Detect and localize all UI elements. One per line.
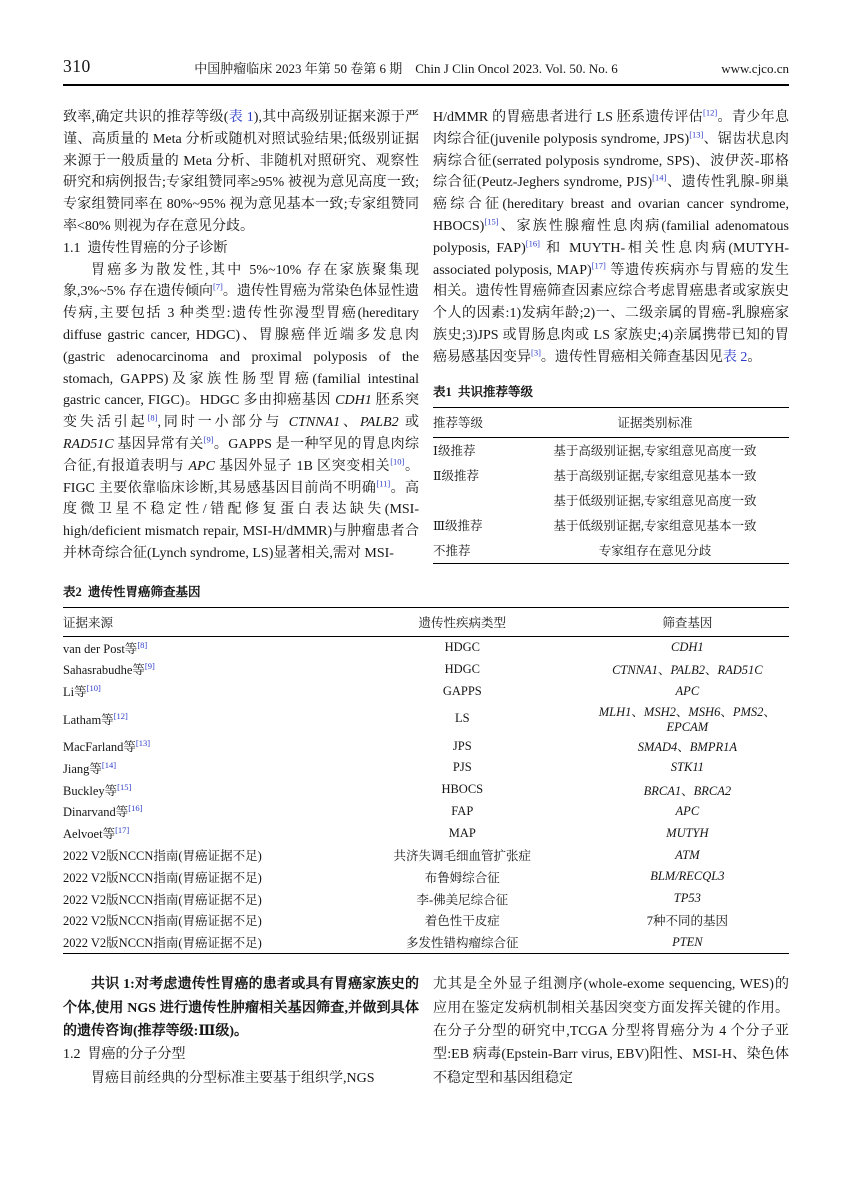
text-run: BMPR1A [689, 740, 737, 755]
table1-header [433, 407, 789, 437]
text-run: 基于高级别证据,专家组意见高度一致 [553, 444, 757, 459]
table-cell [63, 779, 339, 801]
text-run: APC [675, 803, 700, 818]
table-cell [586, 757, 789, 779]
text-run: 、 [704, 663, 718, 678]
text-run: 7种不同的基因 [646, 914, 728, 929]
table-cell [63, 801, 339, 823]
text-run: 致率,确定共识的推荐等级( [63, 110, 229, 125]
text-run: 2022 V2版NCCN指南(胃癌证据不足) [63, 936, 262, 951]
text-run: LS [454, 711, 470, 726]
table-cell [339, 735, 586, 757]
text-run: 2022 V2版NCCN指南(胃癌证据不足) [63, 892, 262, 907]
table-row [433, 437, 789, 463]
text-run: Ⅰ级推荐 [433, 444, 476, 459]
table-cell [63, 866, 339, 888]
text-run: Aelvoet等 [63, 827, 116, 842]
text-run: MSH2 [643, 705, 676, 720]
citation-ref[interactable]: [14] [652, 172, 667, 183]
text-run: Li等 [63, 685, 87, 700]
table2-title: 表2 遗传性胃癌筛查基因 [63, 584, 201, 599]
text-run: 2022 V2版NCCN指南(胃癌证据不足) [63, 849, 262, 863]
table-cell [433, 437, 521, 463]
table-row [433, 513, 789, 538]
text-run: 等遗传疾病亦与胃癌的发生相关。遗传性胃癌筛查因素应综合考虑胃癌患者或家族史个人的因素:1)发病年龄;2)一、二级亲属的胃癌-乳腺癌家族史;3)JPS 或胃肠息肉或 LS 家族史;4)亲属携带已知的胃癌易感基因变异 [433, 262, 790, 365]
table1-title: 表1 共识推荐等级 [433, 384, 534, 399]
text-run: PJS [452, 760, 472, 775]
text-run: 、 [675, 705, 689, 720]
section-heading-1-1: 1.1 遗传性胃癌的分子诊断 [63, 240, 228, 256]
table-cell [586, 931, 789, 953]
text-run: 李-佛美尼综合征 [416, 892, 509, 907]
text-run: 基于低级别证据,专家组意见高度一致 [553, 494, 757, 509]
table2-block [63, 582, 789, 954]
text-run: Buckley等 [63, 783, 118, 798]
table-header-row [433, 407, 789, 437]
table-row [433, 538, 789, 564]
text-run: 共济失调毛细血管扩张症 [393, 849, 532, 863]
table-row [63, 931, 789, 953]
text-run: 、 [720, 705, 733, 720]
table-row [63, 844, 789, 866]
citation-ref[interactable]: [16] [128, 803, 143, 814]
paragraph-wes-tcga: 尤其是全外显子组测序(whole-exome sequencing, WES)的应用在鉴定发病机制相关基因突变方面发挥关键的作用。在分子分型的研究中,TCGA 分型将胃癌分为 4 个分子亚型:EB 病毒(Epstein-Barr virus, EBV)阳性、MSI-H、染色体不稳定型和基因组稳定 [433, 977, 789, 1086]
right-column-top [433, 107, 789, 565]
table-row [63, 757, 789, 779]
table-cell [586, 702, 789, 735]
paragraph-hereditary-gastric-cancer [63, 260, 419, 565]
text-run: 基因异常有关 [113, 436, 204, 452]
text-run: ATM [675, 847, 700, 862]
text-run: Ⅱ级推荐 [433, 469, 479, 484]
text-run: Sahasrabudhe等 [63, 663, 145, 678]
table-row [63, 735, 789, 757]
text-run: JPS [452, 738, 472, 753]
text-run: MacFarland等 [63, 740, 136, 755]
column-header: 证据类别标准 [617, 416, 693, 431]
table-cell [339, 931, 586, 953]
text-run: ),其中高级别证据来源于严谨、高质量的 Meta 分析或随机对照试验结果;低级别证据来源于一般质量的 Meta 分析、非随机对照研究、观察性研究和病例报告;专家组赞同率≥95% 被视为意见高度一致;专家组赞同率在 80%~95% 视为意见基本一致;专家组赞同率<80% 则视为存在意见分歧。 [63, 110, 419, 234]
text-run: STK11 [670, 760, 704, 775]
table-cell [339, 844, 586, 866]
citation-ref[interactable]: [3] [531, 347, 541, 358]
text-run: 或 [398, 415, 420, 431]
text-run: SMAD4 [637, 740, 678, 755]
table-row [433, 488, 789, 513]
text-run: 、遗传性乳腺-卵巢癌综合征(hereditary breast and ovarian cancer syndrome, HBOCS) [433, 175, 789, 234]
table1-block [433, 382, 789, 564]
citation-ref[interactable]: [11] [376, 477, 391, 488]
citation-ref[interactable]: [10] [390, 456, 405, 467]
text-run: 着色性干皮症 [424, 914, 500, 929]
table-cell [521, 488, 789, 513]
table-cell [433, 463, 521, 488]
left-column-bottom [63, 973, 419, 1090]
table-cell [63, 822, 339, 844]
text-run: PALB2 [670, 663, 705, 678]
text-run: 。遗传性胃癌为常染色体显性遗传病,主要包括 3 种类型:遗传性弥漫型胃癌(hereditary diffuse gastric cancer, HDGC)、胃腺癌伴近端多发息肉(gastric adenocarcinoma and proximal polyposis of the stomach, GAPPS)及家族性肠型胃癌(familial intestinal gastric cancer, FIGC)。HDGC 多由抑癌基因 [63, 284, 419, 409]
table-ref-link[interactable]: 表 2 [722, 349, 748, 365]
left-column-top [63, 107, 419, 565]
table-cell [521, 437, 789, 463]
paragraph-molecular-typing-intro: 胃癌目前经典的分型标准主要基于组织学,NGS [91, 1070, 375, 1086]
table-cell [586, 822, 789, 844]
table-row [63, 888, 789, 910]
page-number: 310 [63, 56, 91, 76]
table-cell [586, 888, 789, 910]
text-run: MLH1 [598, 705, 632, 720]
table2-body [63, 636, 789, 953]
column-header: 证据来源 [63, 615, 114, 630]
text-run: 2022 V2版NCCN指南(胃癌证据不足) [63, 870, 262, 885]
text-run: MAP [448, 825, 476, 840]
citation-ref[interactable]: [9] [144, 661, 155, 672]
text-run: BRCA2 [693, 783, 732, 798]
text-run: ,同时一小部分与 [157, 415, 289, 431]
text-run: BRCA1 [643, 783, 682, 798]
citation-ref[interactable]: [8] [137, 639, 148, 650]
table-row [63, 680, 789, 702]
citation-ref[interactable]: [17] [591, 259, 606, 270]
text-run: CTNNA1 [288, 415, 341, 431]
table-cell [339, 636, 586, 658]
text-run: TP53 [673, 891, 701, 906]
table-cell [339, 801, 586, 823]
text-run: CDH1 [335, 393, 372, 409]
text-run: 基因外显子 1B 区突变相关 [214, 458, 391, 474]
text-run: 和 MUYTH-相关性息肉病(MUTYH-associated polyposis, MAP) [433, 240, 789, 278]
table-cell [586, 735, 789, 757]
table-cell [63, 735, 339, 757]
text-run: Jiang等 [63, 761, 102, 776]
paragraph-syndromes-screening [433, 107, 789, 369]
text-run: MUTYH [666, 825, 709, 840]
table-ref-link[interactable]: 表 1 [228, 110, 254, 125]
table-cell [63, 844, 339, 866]
table2-header [63, 607, 789, 636]
text-run: 、 [657, 663, 671, 678]
table-cell [586, 659, 789, 681]
table-cell [586, 801, 789, 823]
table-cell [586, 844, 789, 866]
citation-ref[interactable]: [9] [203, 434, 214, 445]
text-run: 、 [677, 740, 690, 755]
table-cell [63, 888, 339, 910]
citation-ref[interactable]: [13] [689, 129, 704, 140]
table-cell [339, 888, 586, 910]
section-heading-1-2: 1.2 胃癌的分子分型 [63, 1047, 186, 1063]
citation-ref[interactable]: [13] [135, 737, 151, 748]
text-run: 、 [681, 783, 694, 798]
table-row [63, 866, 789, 888]
table-row [63, 636, 789, 658]
journal-issue-info: 中国肿瘤临床 2023 年第 50 卷第 6 期 Chin J Clin Oncol 2023. Vol. 50. No. 6 [194, 61, 618, 76]
text-run: HDGC [444, 640, 480, 655]
column-header: 筛查基因 [662, 615, 713, 630]
table-cell [339, 910, 586, 932]
table-cell [339, 779, 586, 801]
table-cell [63, 636, 339, 658]
text-run: CDH1 [671, 640, 704, 655]
table1-body [433, 437, 789, 563]
citation-ref[interactable]: [15] [117, 781, 132, 792]
table-cell [339, 659, 586, 681]
citation-ref[interactable]: [12] [113, 710, 128, 721]
table-cell [586, 779, 789, 801]
table-cell [433, 488, 521, 513]
table1-consensus-grades [433, 407, 789, 564]
text-run: FAP [451, 803, 474, 818]
paragraph-consensus-1: 共识 1:对考虑遗传性胃癌的患者或具有胃癌家族史的个体,使用 NGS 进行遗传性肿瘤相关基因筛查,并做到具体的遗传咨询(推荐等级:Ⅲ级)。 [63, 977, 419, 1039]
table-cell [339, 866, 586, 888]
text-run: GAPPS [442, 683, 482, 698]
citation-ref[interactable]: [16] [525, 238, 540, 249]
table-cell [339, 822, 586, 844]
table-cell [586, 636, 789, 658]
page-header [63, 56, 789, 86]
bottom-two-column-section [63, 973, 789, 1090]
text-run: 、锯齿状息肉病综合征(serrated polyposis syndrome, SPS)、波伊茨-耶格综合征(Peutz-Jeghers syndrome, PJS) [433, 131, 789, 191]
table-row [63, 801, 789, 823]
table-cell [339, 757, 586, 779]
text-run: HDGC [444, 661, 480, 676]
text-run: BLM/RECQL3 [650, 869, 725, 884]
text-run: 、 [763, 705, 776, 720]
text-run: RAD51C [717, 663, 763, 678]
table-cell [63, 931, 339, 953]
text-run: 、 [340, 415, 360, 431]
text-run: Latham等 [63, 712, 114, 727]
table-cell [63, 680, 339, 702]
text-run: 专家组存在意见分歧 [598, 544, 712, 559]
text-run: APC [675, 683, 700, 698]
text-run: CTNNA1 [612, 663, 658, 678]
top-two-column-section [63, 107, 789, 565]
text-run: RAD51C [63, 436, 114, 452]
table2-screening-genes [63, 607, 789, 954]
text-run: Ⅲ级推荐 [433, 519, 483, 534]
table-cell [521, 538, 789, 564]
table-cell [63, 702, 339, 735]
citation-ref[interactable]: [15] [484, 216, 499, 227]
table-cell [521, 463, 789, 488]
text-run: Dinarvand等 [63, 805, 129, 820]
table-cell [63, 659, 339, 681]
text-run: HBOCS [441, 782, 484, 797]
text-run: 。FIGC 主要依靠临床诊断,其易感基因目前尚不明确 [63, 458, 420, 496]
table-cell [339, 702, 586, 735]
text-run: 。青少年息肉综合征(juvenile polyposis syndrome, JPS) [433, 110, 790, 147]
citation-ref[interactable]: [10] [86, 683, 101, 694]
right-column-bottom [433, 973, 789, 1090]
text-run: 。高度微卫星不稳定性/错配修复蛋白表达缺失(MSI-high/deficient mismatch repair, MSI-H/dMMR)与肿瘤患者合并林奇综合征(Lynch syndrome, LS)显著相关,需对 MSI- [63, 480, 419, 561]
citation-ref[interactable]: [12] [702, 107, 718, 118]
text-run: 布鲁姆综合征 [424, 870, 500, 885]
text-run: van der Post等 [63, 641, 138, 656]
table-cell [63, 910, 339, 932]
text-run: PMS2 [732, 705, 764, 720]
text-run: 。遗传性胃癌相关筛查基因见 [540, 349, 723, 365]
table-cell [586, 866, 789, 888]
text-run: PTEN [672, 934, 703, 949]
text-run: EPCAM [666, 720, 709, 735]
text-run: 、家族性腺瘤性息肉病(familial adenomatous polyposis, FAP) [433, 218, 789, 256]
text-run: 不推荐 [433, 544, 471, 559]
table-cell [433, 538, 521, 564]
table-row [63, 822, 789, 844]
table-cell [521, 513, 789, 538]
text-run: 基于低级别证据,专家组意见基本一致 [553, 519, 757, 534]
text-run: APC [188, 458, 215, 474]
table-row [433, 463, 789, 488]
paragraph-recommendation-grading [63, 107, 419, 238]
citation-ref[interactable]: [17] [115, 825, 130, 836]
table-cell [339, 680, 586, 702]
table-row [63, 659, 789, 681]
text-run: 、 [631, 705, 644, 720]
citation-ref[interactable]: [7] [212, 281, 223, 292]
column-header: 推荐等级 [433, 416, 484, 431]
text-run: 胃癌多为散发性,其中 5%~10% 存在家族聚集现象,3%~5% 存在遗传倾向 [63, 262, 419, 300]
text-run: H/dMMR 的胃癌患者进行 LS 胚系遗传评估 [433, 110, 703, 125]
column-header: 遗传性疾病类型 [418, 615, 507, 630]
citation-ref[interactable]: [14] [101, 759, 117, 770]
table-row [63, 702, 789, 735]
table-cell [586, 680, 789, 702]
text-run: MSH6 [688, 705, 721, 720]
table-cell [586, 910, 789, 932]
table-cell [63, 757, 339, 779]
citation-ref[interactable]: [8] [147, 412, 158, 423]
table-header-row [63, 607, 789, 636]
journal-website-link[interactable]: www.cjco.cn [721, 61, 789, 76]
text-run: PALB2 [359, 415, 399, 431]
table-row [63, 779, 789, 801]
text-run: 。 [747, 349, 762, 365]
table-cell [433, 513, 521, 538]
text-run: 2022 V2版NCCN指南(胃癌证据不足) [63, 914, 262, 929]
text-run: 基于高级别证据,专家组意见基本一致 [553, 469, 757, 484]
table-row [63, 910, 789, 932]
text-run: 多发性错构瘤综合征 [406, 936, 519, 951]
text-run: 。GAPPS 是一种罕见的胃息肉综合征,有报道表明与 [63, 436, 419, 474]
text-run: 胚系突变失活引起 [63, 393, 419, 431]
